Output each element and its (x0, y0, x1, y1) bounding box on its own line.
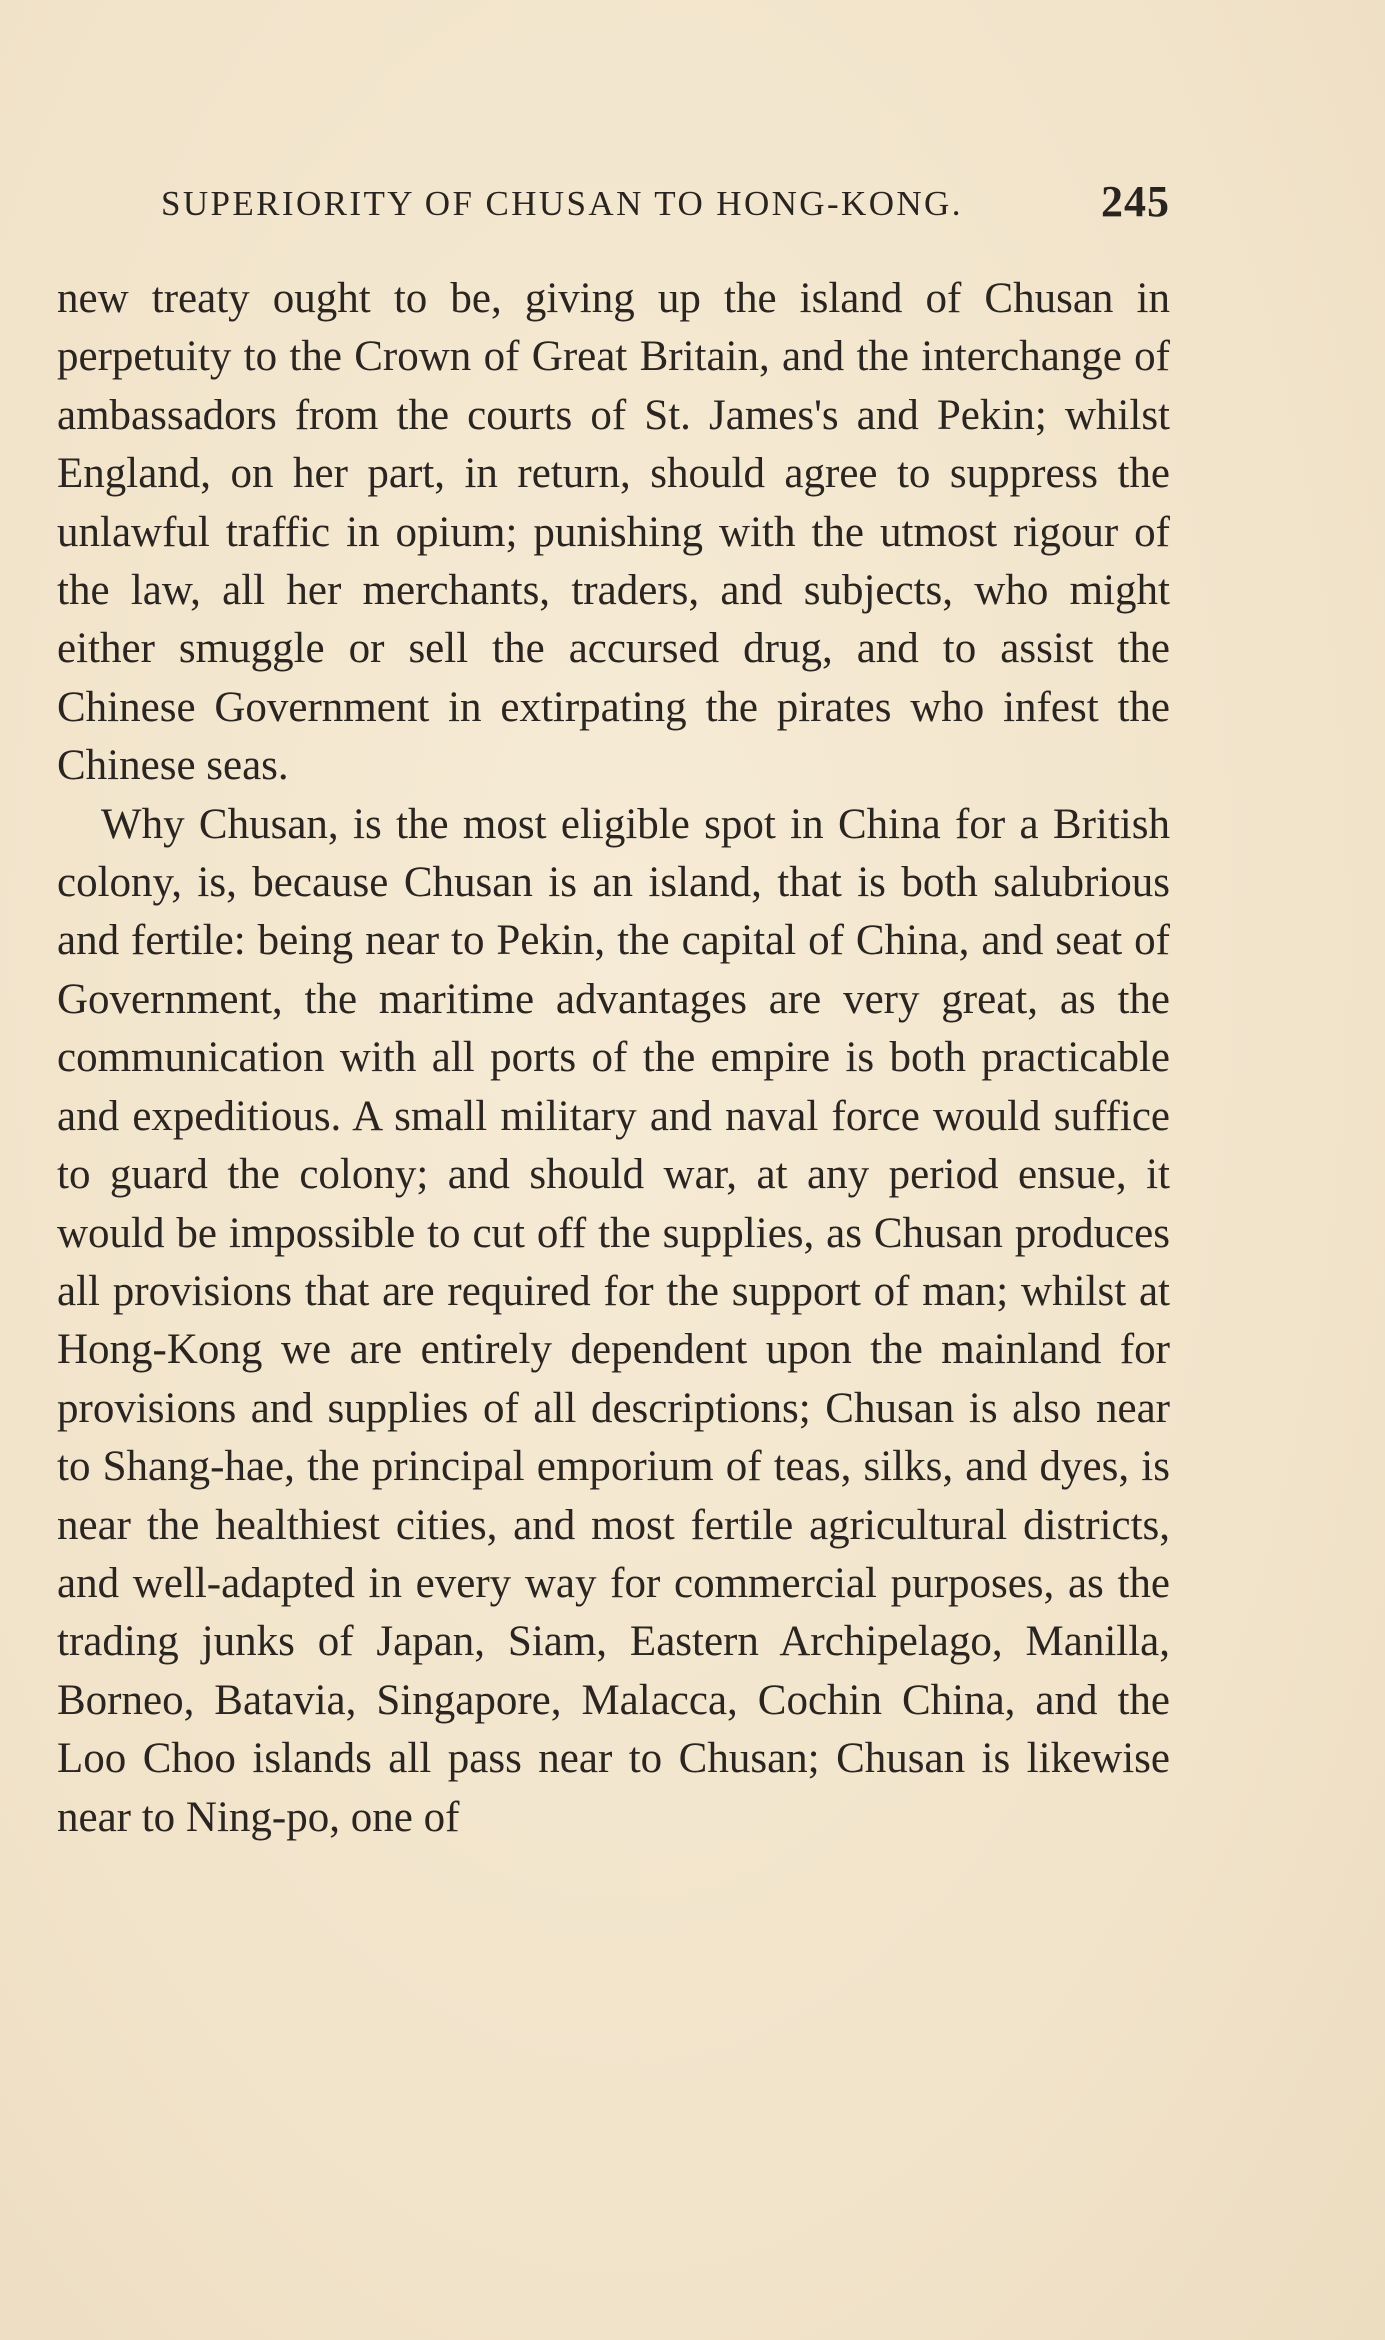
running-head: SUPERIORITY OF CHUSAN TO HONG-KONG. (161, 184, 963, 223)
paragraph-1: new treaty ought to be, giving up the island of Chusan in perpetuity to the Crown of Great Britain, and the interchange of ambassadors from the courts of St. James's and Pekin; whilst England, on her part, in return, should agree to suppress the unlawful traffic in opium; punishing with the utmost rigour of the law, all her merchants, traders, and subjects, who might either smuggle or sell the accursed drug, and to assist the Chinese Government in extirpating the pirates who infest the Chinese seas. (57, 275, 1170, 790)
paragraph-2: Why Chusan, is the most eligible spot in China for a British colony, is, because Chusan is an island, that is both salubrious and fertile: being near to Pekin, the capital of China, and seat of Government, the maritime advantages are very great, as the communication with all ports of the empire is both practicable and expeditious. A small military and naval force would suffice to guard the colony; and should war, at any period ensue, it would be impossible to cut off the supplies, as Chusan produces all provisions that are required for the support of man; whilst at Hong-Kong we are entirely dependent upon the mainland for provisions and supplies of all descriptions; Chusan is also near to Shang-hae, the principal emporium of teas, silks, and dyes, is near the healthiest cities, and most fertile agricultural districts, and well-adapted in every way for commercial purposes, as the trading junks of Japan, Siam, Eastern Archipelago, Manilla, Borneo, Batavia, Singapore, Malacca, Cochin China, and the Loo Choo islands all pass near to Chusan; Chusan is likewise near to Ning-po, one of (57, 800, 1170, 1841)
page-header (57, 178, 1170, 238)
page-number: 245 (1101, 177, 1170, 226)
body-text (57, 270, 1170, 1847)
